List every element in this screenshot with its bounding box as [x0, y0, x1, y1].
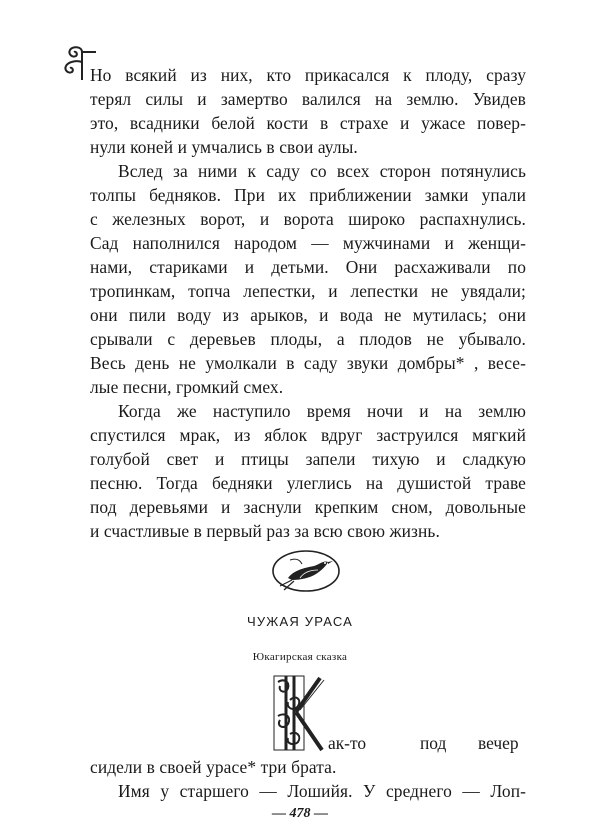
text-line-15: Когда же наступило время ночи и на землю: [118, 401, 526, 421]
text-line-13: Весь день не умолкали в саду звуки домбры* , весе-: [90, 353, 526, 373]
text-line-7: с железных ворот, и ворота широко распахнулись.: [90, 209, 526, 229]
story-line-2: сидели в своей урасе* три брата.: [90, 757, 337, 777]
text-line-19: под деревьями и заснули крепким сном, довольные: [90, 497, 526, 517]
text-line-6: толпы бедняков. При их приближении замки упали: [90, 185, 526, 205]
bird-vignette-icon: [270, 548, 342, 594]
text-line-4: нули коней и умчались в свои аулы.: [90, 137, 358, 157]
text-line-5: Вслед за ними к саду со всех сторон потянулись: [118, 161, 526, 181]
text-line-20: и счастливые в первый раз за всю свою жизнь.: [90, 521, 440, 541]
story-line-3: Имя у старшего — Лошийя. У среднего — Лоп-: [118, 781, 526, 801]
story-first-line-word-2: под: [420, 733, 447, 753]
story-first-line-word-3: вечер: [478, 733, 519, 753]
text-line-18: песню. Тогда бедняки улеглись на душистой траве: [90, 473, 526, 493]
text-line-1: Но всякий из них, кто прикасался к плоду, сразу: [90, 65, 526, 85]
text-line-10: тропинкам, топча лепестки, и лепестки не увядали;: [90, 281, 526, 301]
text-line-8: Сад наполнился народом — мужчинами и женщи-: [90, 233, 526, 253]
page-number: — 478 —: [272, 806, 328, 821]
text-line-14: лые песни, громкий смех.: [90, 377, 284, 397]
story-first-word: ак-то: [328, 733, 367, 753]
text-line-17: голубой свет и птицы запели тихую и сладкую: [90, 449, 526, 469]
text-line-2: терял силы и замертво валился на землю. Увидев: [90, 89, 526, 109]
story-subtitle: Юкагирская сказка: [252, 651, 348, 663]
text-line-16: спустился мрак, из яблок вдруг заструился мягкий: [90, 425, 526, 445]
story-title: ЧУЖАЯ УРАСА: [246, 614, 353, 629]
dropcap-ornament-icon: [272, 672, 328, 754]
text-line-9: нами, стариками и детьми. Они расхаживали по: [90, 257, 526, 277]
text-line-11: они пили воду из арыков, и вода не мутилась; они: [90, 305, 526, 325]
text-line-3: это, всадники белой кости в страхе и ужасе повер-: [90, 113, 526, 133]
text-line-12: срывали с деревьев плоды, а плодов не убывало.: [90, 329, 526, 349]
